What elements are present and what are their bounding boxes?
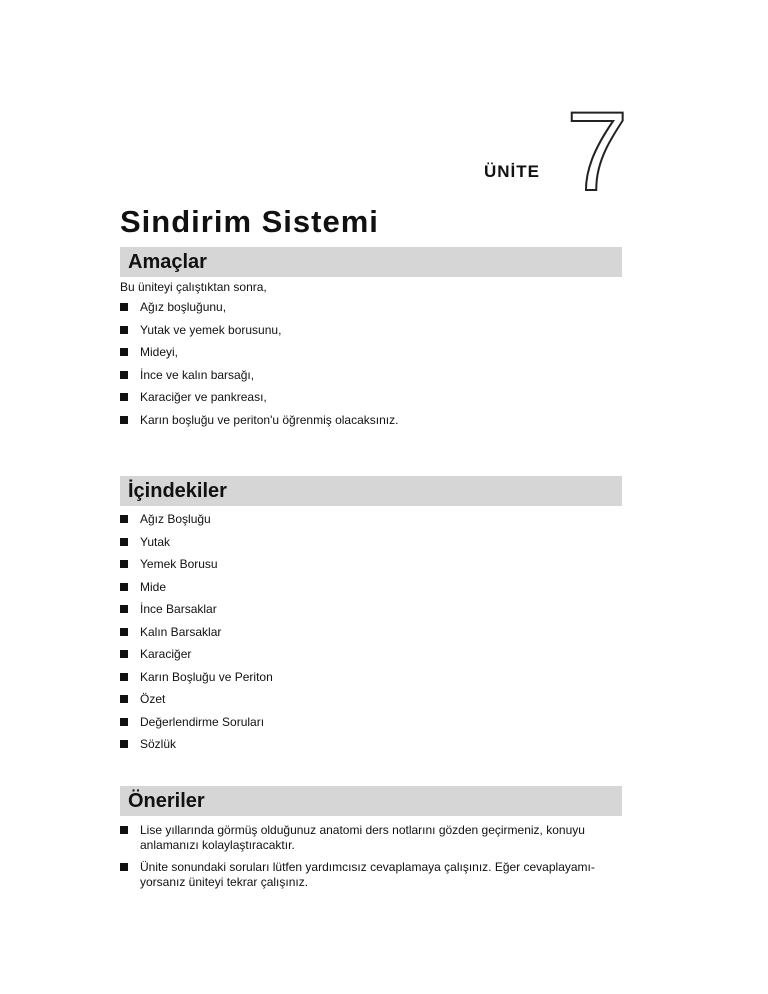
goals-intro: Bu üniteyi çalıştıktan sonra,: [120, 280, 267, 294]
list-item-text: Mide: [140, 579, 167, 594]
list-item-text: İnce ve kalın barsağı,: [140, 367, 255, 382]
list-item-text: Ünite sonundaki soruları lütfen yardımcısız cevaplamaya çalışınız. Eğer cevaplayamı-yorsanız üniteyi tekrar çalışınız.: [140, 860, 595, 889]
list-item: [120, 715, 620, 738]
bullet-icon: [120, 695, 128, 703]
bullet-icon: [120, 515, 128, 523]
goals-list: [120, 300, 620, 435]
bullet-icon: [120, 560, 128, 568]
bullet-icon: [120, 416, 128, 424]
list-item-text: Lise yıllarında görmüş olduğunuz anatomi ders notlarını gözden geçirmeniz, konuyu anlamanızı kolaylaştıracaktır.: [140, 823, 585, 852]
list-item: [120, 413, 620, 436]
bullet-icon: [120, 303, 128, 311]
list-item: [120, 557, 620, 580]
bullet-icon: [120, 583, 128, 591]
list-item: [120, 512, 620, 535]
list-item: [120, 647, 620, 670]
page-title: Sindirim Sistemi: [120, 204, 379, 239]
list-item: [120, 323, 620, 346]
list-item-text: Ağız Boşluğu: [140, 512, 211, 526]
list-item: [120, 368, 620, 391]
list-item: [120, 670, 620, 693]
bullet-icon: [120, 628, 128, 636]
list-item: [120, 692, 620, 715]
list-item-text: Değerlendirme Soruları: [140, 714, 265, 729]
bullet-icon: [120, 371, 128, 379]
bullet-icon: [120, 650, 128, 658]
list-item: [120, 737, 620, 760]
goals-heading: Amaçlar: [120, 247, 622, 277]
list-item-text: Kalın Barsaklar: [140, 624, 222, 639]
list-item: [120, 580, 620, 603]
list-item: [120, 535, 620, 558]
bullet-icon: [120, 826, 128, 834]
contents-list: [120, 512, 620, 760]
bullet-icon: [120, 740, 128, 748]
list-item-text: Özet: [140, 692, 166, 706]
bullet-icon: [120, 718, 128, 726]
list-item: [120, 625, 620, 648]
list-item-text: Ağız boşluğunu,: [140, 300, 227, 314]
list-item-text: Karaciğer ve pankreası,: [140, 390, 267, 404]
unit-label: ÜNİTE: [484, 162, 540, 181]
bullet-icon: [120, 393, 128, 401]
list-item-text: İnce Barsaklar: [140, 602, 217, 616]
list-item-text: Yemek Borusu: [140, 557, 218, 571]
list-item: [120, 823, 615, 853]
list-item: [120, 860, 615, 890]
tips-list: [120, 823, 615, 897]
bullet-icon: [120, 605, 128, 613]
list-item: [120, 345, 620, 368]
list-item-text: Yutak ve yemek borusunu,: [140, 322, 282, 337]
list-item-text: Karın boşluğu ve periton'u öğrenmiş olacaksınız.: [140, 412, 399, 427]
list-item-text: Mideyi,: [140, 345, 179, 359]
bullet-icon: [120, 673, 128, 681]
list-item-text: Yutak: [140, 534, 171, 549]
list-item: [120, 602, 620, 625]
list-item-text: Karın Boşluğu ve Periton: [140, 669, 273, 684]
bullet-icon: [120, 863, 128, 871]
list-item-text: Sözlük: [140, 737, 177, 751]
contents-heading: İçindekiler: [120, 476, 622, 506]
bullet-icon: [120, 348, 128, 356]
bullet-icon: [120, 326, 128, 334]
unit-number: 7: [566, 89, 629, 214]
tips-heading: Öneriler: [120, 786, 622, 816]
list-item: [120, 300, 620, 323]
list-item-text: Karaciğer: [140, 647, 192, 661]
list-item: [120, 390, 620, 413]
bullet-icon: [120, 538, 128, 546]
